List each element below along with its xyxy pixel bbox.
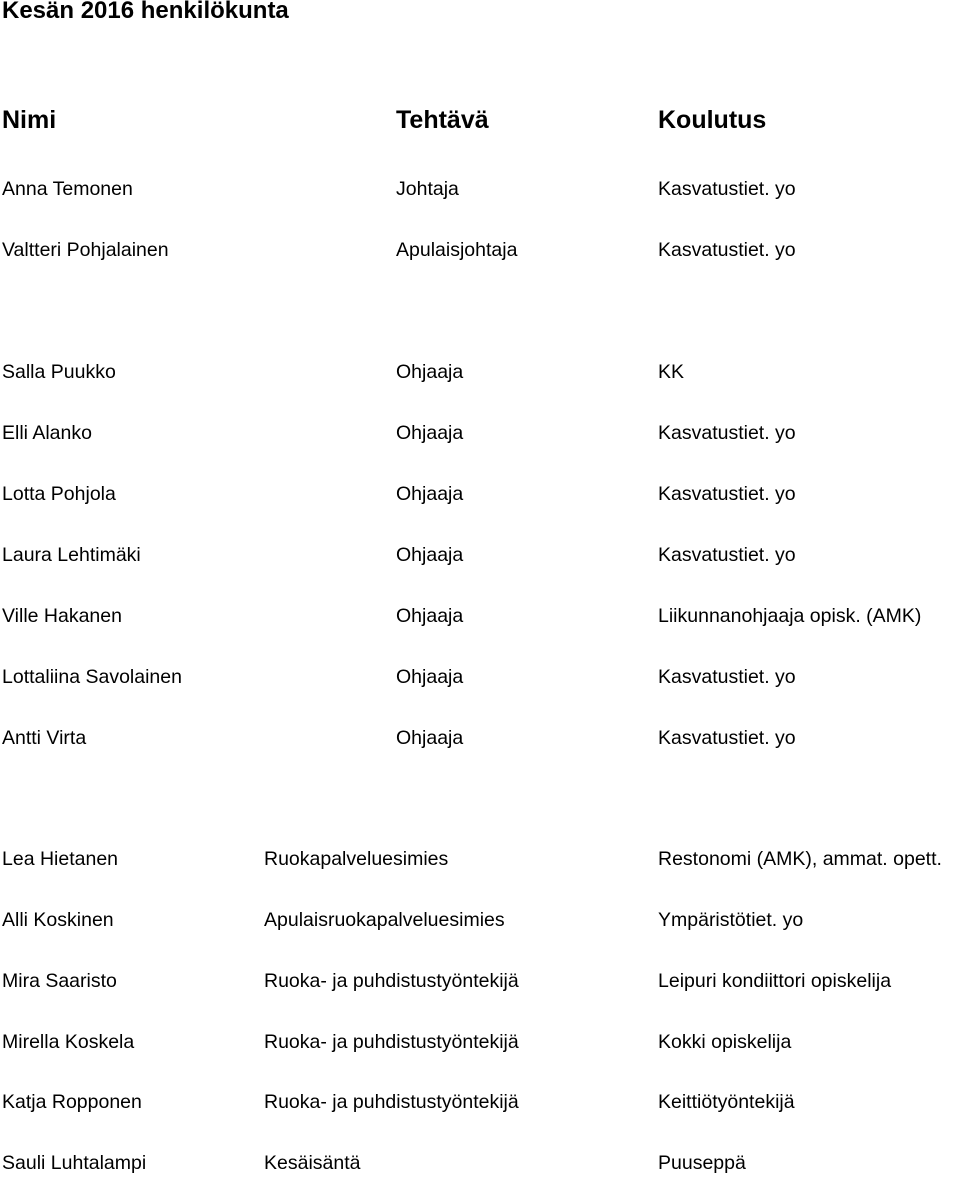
staff-name: Mira Saaristo <box>2 970 117 992</box>
staff-education: Kasvatustiet. yo <box>658 422 796 444</box>
staff-name: Mirella Koskela <box>2 1031 135 1053</box>
staff-education: Kasvatustiet. yo <box>658 544 796 566</box>
staff-education: Keittiötyöntekijä <box>658 1091 795 1113</box>
staff-name: Katja Ropponen <box>2 1091 142 1113</box>
staff-name: Salla Puukko <box>2 361 116 383</box>
staff-role: Kesäisäntä <box>264 1152 361 1174</box>
staff-name: Lea Hietanen <box>2 848 119 870</box>
staff-education: Kasvatustiet. yo <box>658 666 796 688</box>
staff-name: Antti Virta <box>2 727 87 749</box>
column-header-education: Koulutus <box>658 106 767 134</box>
page-title: Kesän 2016 henkilökunta <box>2 0 289 24</box>
staff-role: Apulaisruokapalveluesimies <box>264 909 505 931</box>
staff-name: Sauli Luhtalampi <box>2 1152 147 1174</box>
staff-education: Ympäristötiet. yo <box>658 909 804 931</box>
staff-education: Kasvatustiet. yo <box>658 483 796 505</box>
staff-role: Ohjaaja <box>396 605 464 627</box>
staff-name: Anna Temonen <box>2 178 133 200</box>
staff-education: KK <box>658 361 685 383</box>
staff-education: Kokki opiskelija <box>658 1031 792 1053</box>
staff-name: Lotta Pohjola <box>2 483 116 505</box>
staff-role: Johtaja <box>396 178 459 200</box>
column-header-name: Nimi <box>2 106 57 134</box>
staff-name: Ville Hakanen <box>2 605 122 627</box>
staff-role: Ruoka- ja puhdistustyöntekijä <box>264 1091 519 1113</box>
staff-education: Kasvatustiet. yo <box>658 239 796 261</box>
staff-education: Puuseppä <box>658 1152 746 1174</box>
staff-role: Ohjaaja <box>396 727 464 749</box>
staff-education: Kasvatustiet. yo <box>658 727 796 749</box>
staff-education: Kasvatustiet. yo <box>658 178 796 200</box>
staff-education: Restonomi (AMK), ammat. opett. <box>658 848 942 870</box>
staff-role: Ruoka- ja puhdistustyöntekijä <box>264 1031 519 1053</box>
column-header-role: Tehtävä <box>396 106 489 134</box>
staff-education: Leipuri kondiittori opiskelija <box>658 970 892 992</box>
staff-role: Apulaisjohtaja <box>396 239 518 261</box>
staff-name: Lottaliina Savolainen <box>2 666 182 688</box>
staff-role: Ruoka- ja puhdistustyöntekijä <box>264 970 519 992</box>
staff-role: Ohjaaja <box>396 666 464 688</box>
staff-role: Ohjaaja <box>396 544 464 566</box>
staff-role: Ohjaaja <box>396 422 464 444</box>
staff-education: Liikunnanohjaaja opisk. (AMK) <box>658 605 922 627</box>
staff-name: Laura Lehtimäki <box>2 544 141 566</box>
staff-name: Valtteri Pohjalainen <box>2 239 169 261</box>
staff-name: Alli Koskinen <box>2 909 114 931</box>
staff-role: Ohjaaja <box>396 361 464 383</box>
staff-name: Elli Alanko <box>2 422 92 444</box>
staff-role: Ohjaaja <box>396 483 464 505</box>
staff-role: Ruokapalveluesimies <box>264 848 449 870</box>
